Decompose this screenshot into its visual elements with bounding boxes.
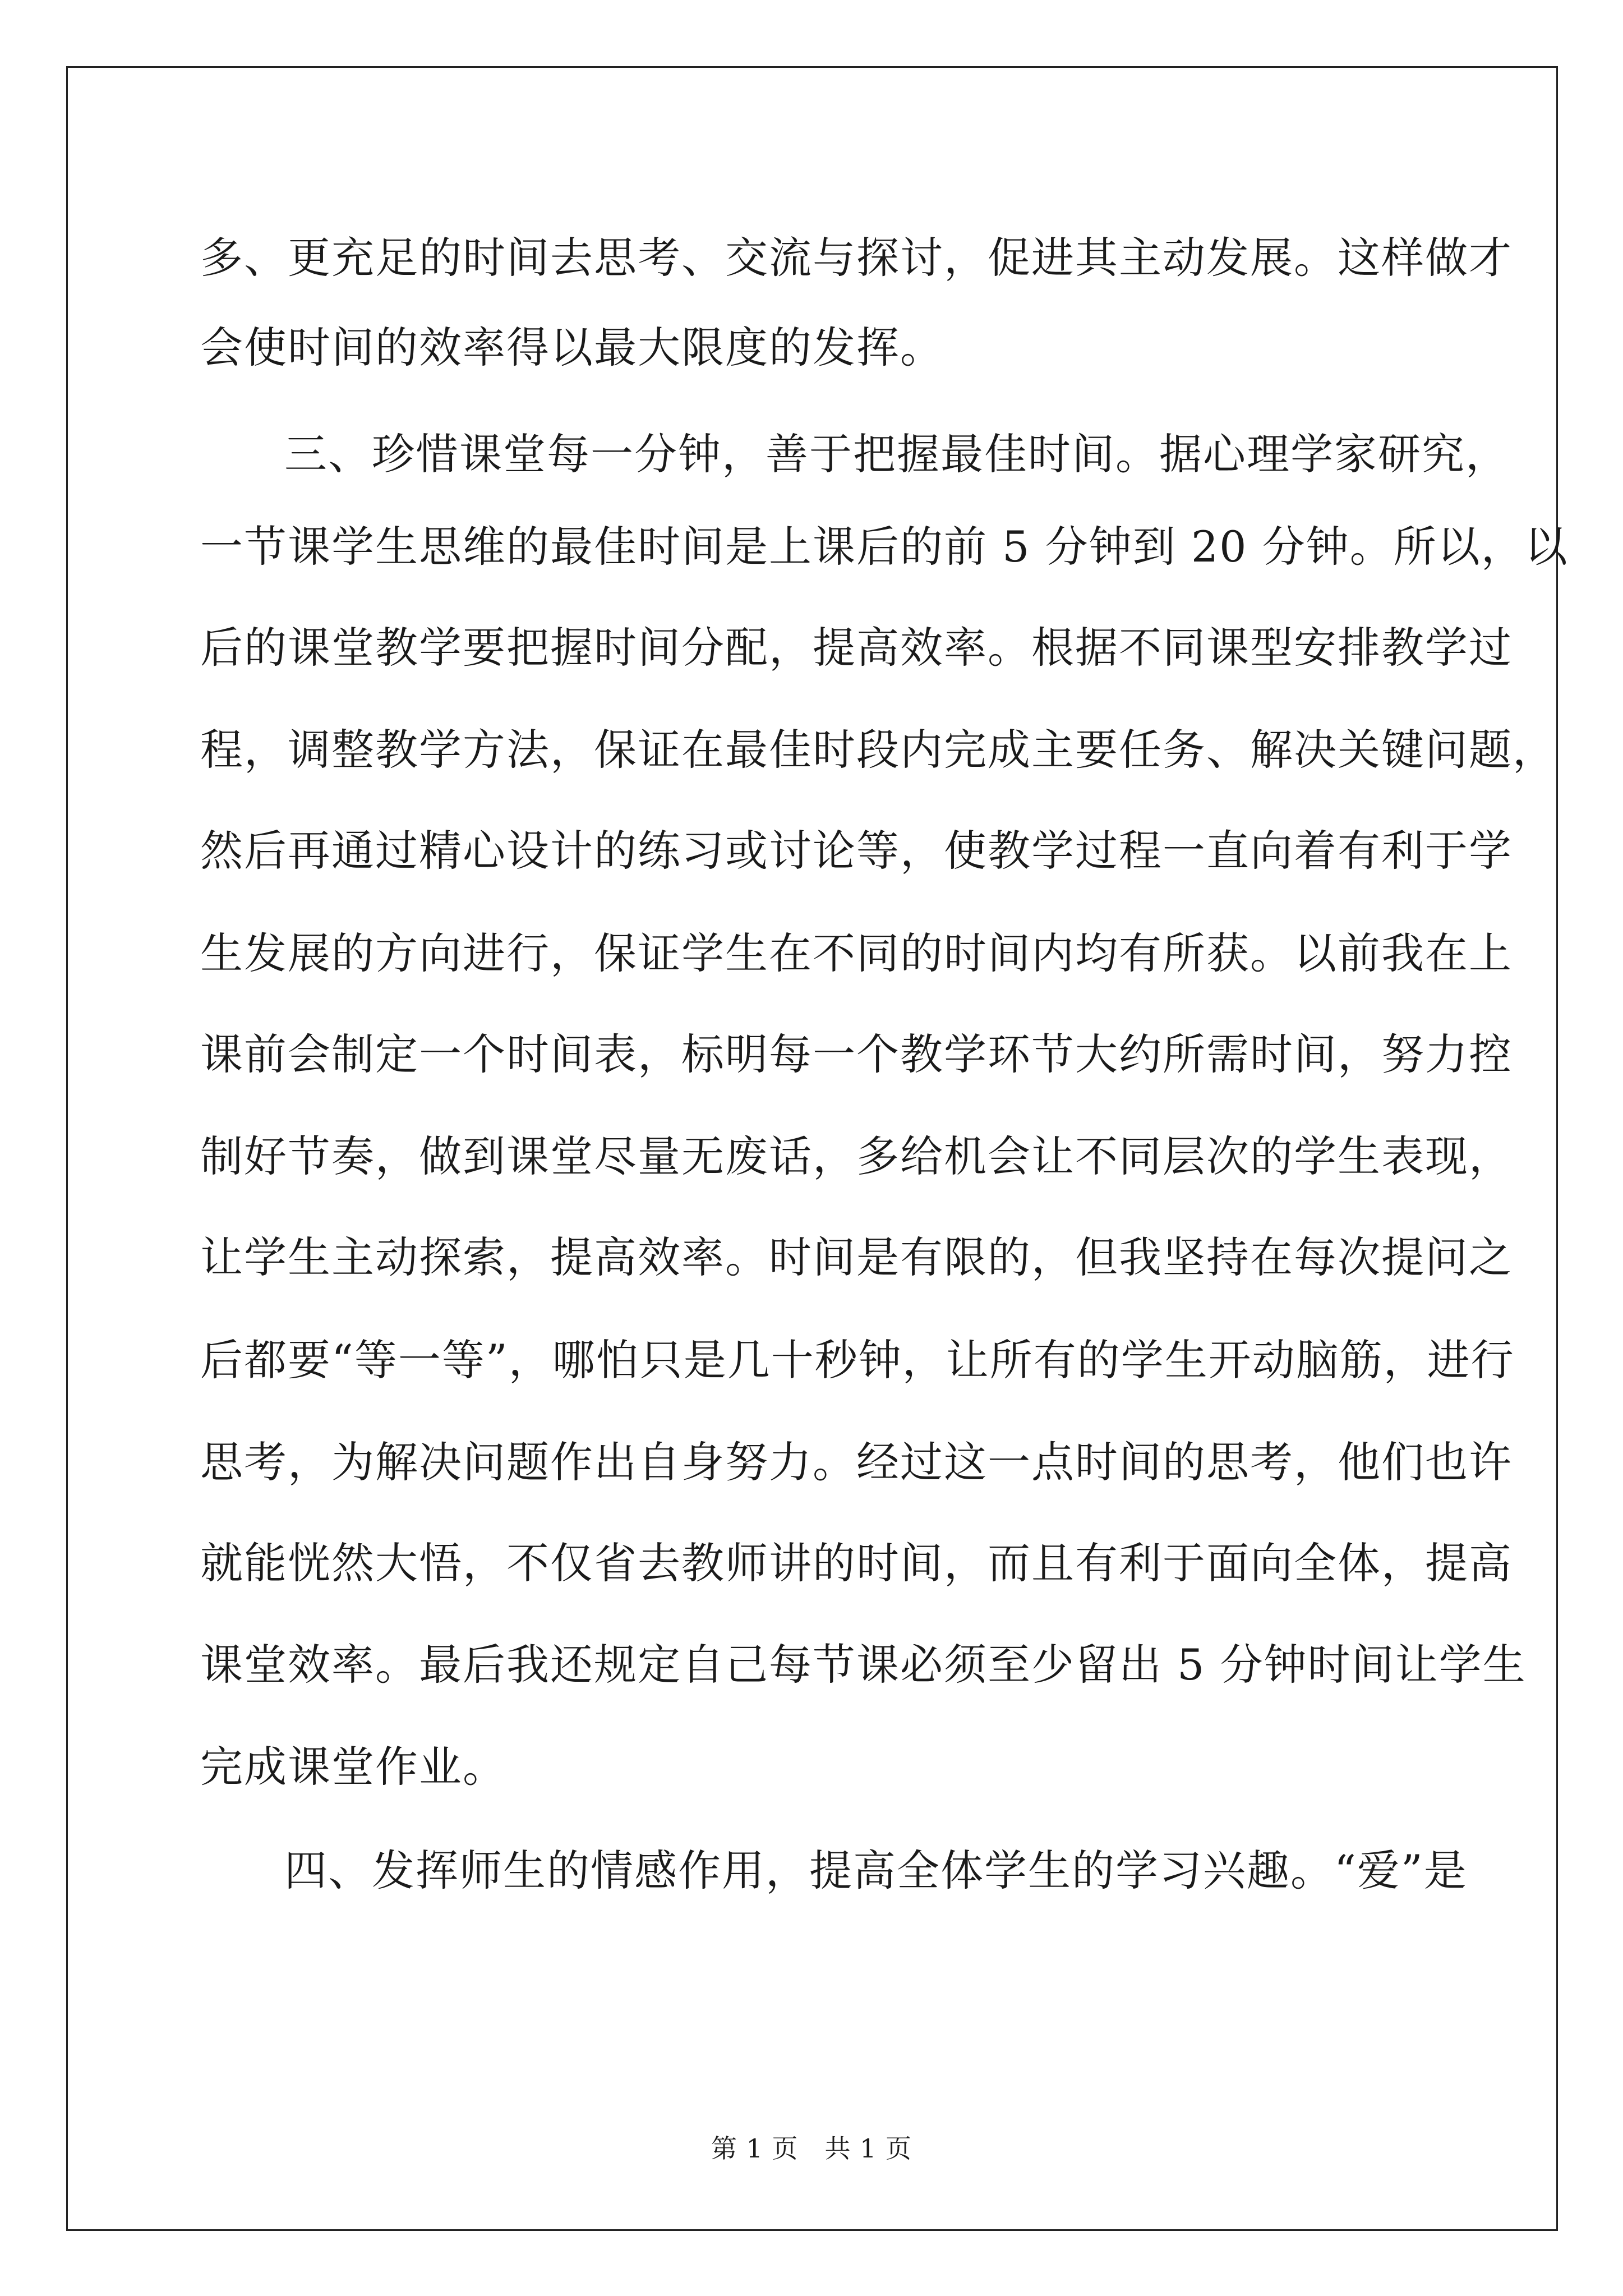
text-line: 一节课学生思维的最佳时间是上课后的前 5 分钟到 20 分钟。所以，以 [200,522,1569,572]
text-line: 后的课堂教学要把握时间分配，提高效率。根据不同课型安排教学过 [200,623,1513,673]
text-line: 思考，为解决问题作出自身努力。经过这一点时间的思考，他们也许 [200,1437,1513,1487]
text-line: 课堂效率。最后我还规定自己每节课必须至少留出 5 分钟时间让学生 [200,1640,1527,1690]
text-line: 让学生主动探索，提高效率。时间是有限的，但我坚持在每次提问之 [200,1232,1513,1282]
text-line: 然后再通过精心设计的练习或讨论等，使教学过程一直向着有利于学 [200,826,1513,876]
text-line: 生发展的方向进行，保证学生在不同的时间内均有所获。以前我在上 [200,928,1513,978]
text-line: 程，调整教学方法，保证在最佳时段内完成主要任务、解决关键问题， [200,725,1556,775]
text-line: 多、更充足的时间去思考、交流与探讨，促进其主动发展。这样做才 [200,233,1513,283]
page-number: 第 1 页 共 1 页 [711,2133,912,2164]
paragraph-heading-four: 四、发挥师生的情感作用，提高全体学生的学习兴趣。“爱”是 [284,1846,1468,1895]
text-line: 制好节奏，做到课堂尽量无废话，多给机会让不同层次的学生表现， [200,1131,1513,1181]
text-line: 课前会制定一个时间表，标明每一个教学环节大约所需时间，努力控 [200,1029,1513,1079]
text-line: 就能恍然大悟，不仅省去教师讲的时间，而且有利于面向全体，提高 [200,1538,1513,1588]
text-line: 后都要“等一等”，哪怕只是几十秒钟，让所有的学生开动脑筋，进行 [200,1335,1515,1385]
paragraph-heading-three: 三、珍惜课堂每一分钟，善于把握最佳时间。据心理学家研究， [284,429,1509,479]
text-line: 会使时间的效率得以最大限度的发挥。 [200,323,944,372]
text-line: 完成课堂作业。 [200,1742,506,1792]
